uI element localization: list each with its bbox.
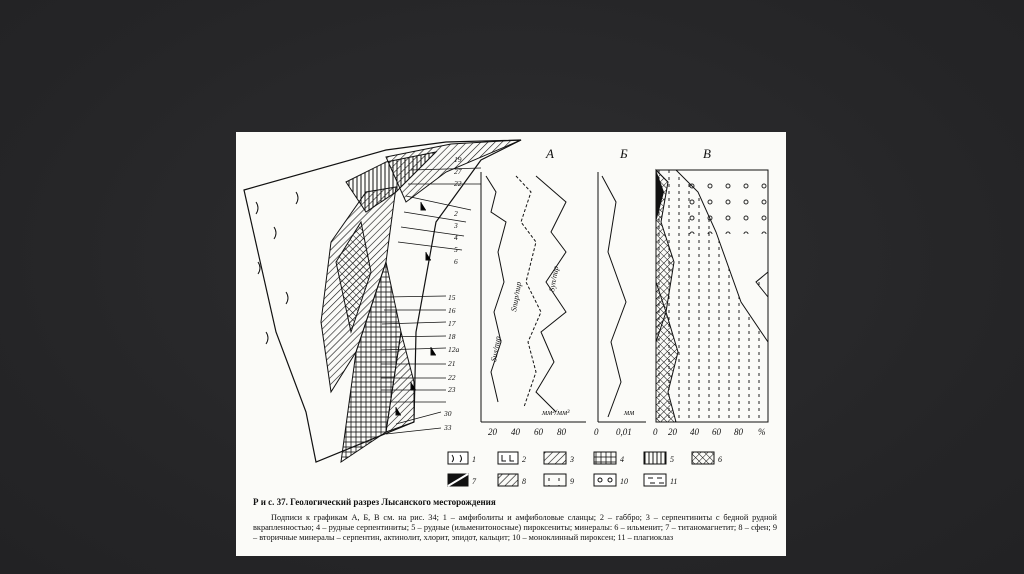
ore-label-2: Sпир/пир [509, 281, 524, 313]
marker-5: 5 [454, 245, 458, 254]
graph-b-label: Б [620, 146, 628, 161]
caption-body: Подписи к графикам А, Б, В см. на рис. 34; 1 – амфиболиты и амфиболовые сланцы; 2 – габбро; 3 – серпентиниты с бедной рудной вкрапленностью; 4 – рудные серпентиниты; 5 – рудные (ильменитоносные) пироксениты; минералы: 6 – ильменит; 7 – титаномагнетит; 8 – сфен; 9 – вторичные минералы – серпентин, актинолит, хлорит, эпидот, кальцит; 10 – моноклинный пироксен; 11 – плагиоклаз [253, 513, 777, 542]
caption-title: Р и с. 37. Геологический разрез Лысанского месторождения [253, 497, 496, 507]
legend-11: 11 [670, 477, 678, 486]
marker-17: 17 [448, 319, 456, 328]
tick-v-80: 80 [734, 427, 743, 437]
legend-5: 5 [670, 455, 674, 464]
tick-v-pct: % [758, 427, 766, 437]
legend-2: 2 [522, 455, 526, 464]
legend-3: 3 [570, 455, 574, 464]
marker-12a: 12а [448, 345, 460, 354]
marker-33: 33 [444, 423, 452, 432]
legend-8: 8 [522, 477, 526, 486]
tick-v-0: 0 [653, 427, 658, 437]
graph-a-label: А [546, 146, 554, 161]
tick-b-001: 0,01 [616, 427, 632, 437]
marker-21: 21 [448, 359, 456, 368]
tick-b-0: 0 [594, 427, 599, 437]
marker-18: 18 [448, 332, 456, 341]
cross-section [244, 140, 524, 462]
section-drawing [236, 132, 786, 492]
unit-label-a: мм²/мм³ [542, 408, 570, 417]
legend-7: 7 [472, 477, 476, 486]
ore-label-0: Sуп/пир [547, 265, 561, 293]
marker-22: 22 [454, 179, 462, 188]
graph-b [594, 146, 646, 437]
legend-9: 9 [570, 477, 574, 486]
graph-a [481, 146, 586, 437]
marker-30: 30 [444, 409, 452, 418]
legend-4: 4 [620, 455, 624, 464]
tick-v-20: 20 [668, 427, 677, 437]
geologic-section-figure [236, 132, 786, 556]
marker-16: 16 [448, 306, 456, 315]
marker-3: 3 [454, 221, 458, 230]
marker-22b: 22 [448, 373, 456, 382]
legend-6: 6 [718, 455, 722, 464]
tick-a-60: 60 [534, 427, 543, 437]
ore-label-1: Sил/пир [489, 335, 503, 363]
legend [448, 452, 722, 486]
legend-1: 1 [472, 455, 476, 464]
tick-a-20: 20 [488, 427, 497, 437]
marker-2: 2 [454, 209, 458, 218]
marker-27: 27 [454, 167, 462, 176]
tick-v-40: 40 [690, 427, 699, 437]
tick-a-80: 80 [557, 427, 566, 437]
marker-23: 23 [448, 385, 456, 394]
graph-v-label: В [703, 146, 711, 161]
marker-15: 15 [448, 293, 456, 302]
graph-v [653, 146, 768, 437]
marker-19: 19 [454, 155, 462, 164]
marker-6: 6 [454, 257, 458, 266]
legend-10: 10 [620, 477, 628, 486]
unit-label-b: мм [624, 408, 635, 417]
tick-a-40: 40 [511, 427, 520, 437]
figure-caption [253, 497, 777, 543]
tick-v-60: 60 [712, 427, 721, 437]
marker-4: 4 [454, 233, 458, 242]
